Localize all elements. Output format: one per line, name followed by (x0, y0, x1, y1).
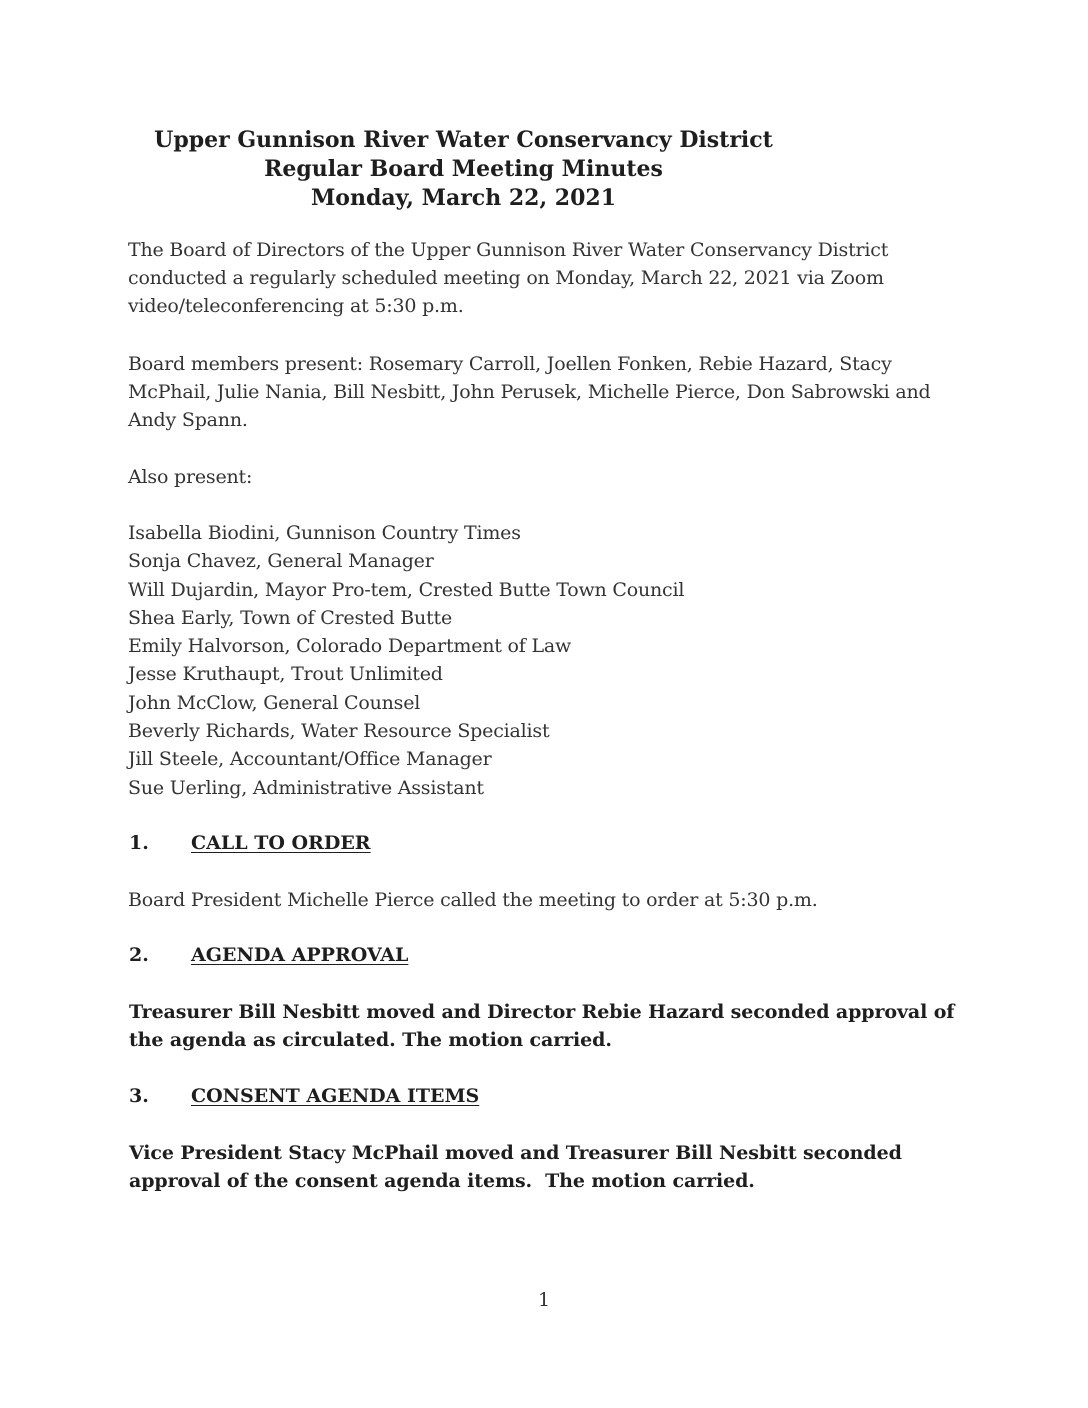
organization-name: Upper Gunnison River Water Conservancy District (154, 127, 773, 153)
call-to-order-text: Board President Michelle Pierce called the meeting to order at 5:30 p.m. (128, 889, 818, 911)
attendee-item: Beverly Richards, Water Resource Specialist (128, 720, 550, 743)
attendee-list (128, 519, 958, 802)
attendee-item: Shea Early, Town of Crested Butte (128, 606, 453, 629)
attendee-item: Sonja Chavez, General Manager (128, 550, 434, 573)
page-number: 1 (537, 1289, 551, 1311)
meeting-date: Monday, March 22, 2021 (310, 185, 617, 211)
section-title: CONSENT AGENDA ITEMS (191, 1085, 480, 1107)
attendee-item: Emily Halvorson, Colorado Department of Law (128, 635, 572, 658)
section-number: 2. (129, 944, 149, 966)
consent-agenda-motion: Vice President Stacy McPhail moved and Treasurer Bill Nesbitt seconded approval of the consent agenda items. The motion carried. (129, 1142, 909, 1192)
agenda-approval-motion: Treasurer Bill Nesbitt moved and Director Rebie Hazard seconded approval of the agenda as circulated. The motion carried. (129, 1001, 955, 1051)
section-heading-call-to-order (129, 830, 371, 856)
also-present-label: Also present: (128, 466, 253, 488)
section-number: 1. (129, 832, 149, 854)
section-title: AGENDA APPROVAL (191, 944, 409, 966)
section-title: CALL TO ORDER (191, 832, 371, 854)
section-number: 3. (129, 1085, 149, 1107)
board-members-paragraph: Board members present: Rosemary Carroll, Joellen Fonken, Rebie Hazard, Stacy McPhail, Julie Nania, Bill Nesbitt, John Perusek, Michelle Pierce, Don Sabrowski and Andy Spann. (128, 353, 931, 431)
meeting-type: Regular Board Meeting Minutes (264, 156, 663, 182)
section-heading-agenda-approval (129, 942, 408, 968)
attendee-item: Sue Uerling, Administrative Assistant (128, 776, 484, 799)
attendee-item: John McClow, General Counsel (128, 691, 421, 714)
attendee-item: Jill Steele, Accountant/Office Manager (128, 748, 492, 771)
attendee-item: Jesse Kruthaupt, Trout Unlimited (128, 663, 443, 686)
intro-paragraph: The Board of Directors of the Upper Gunnison River Water Conservancy District conducted a regularly scheduled meeting on Monday, March 22, 2021 via Zoom video/teleconferencing at 5:30 p.m. (128, 239, 889, 317)
attendee-item: Isabella Biodini, Gunnison Country Times (128, 522, 521, 544)
attendee-item: Will Dujardin, Mayor Pro-tem, Crested Butte Town Council (128, 578, 685, 601)
document-title (0, 126, 926, 213)
section-heading-consent-agenda (129, 1083, 479, 1109)
